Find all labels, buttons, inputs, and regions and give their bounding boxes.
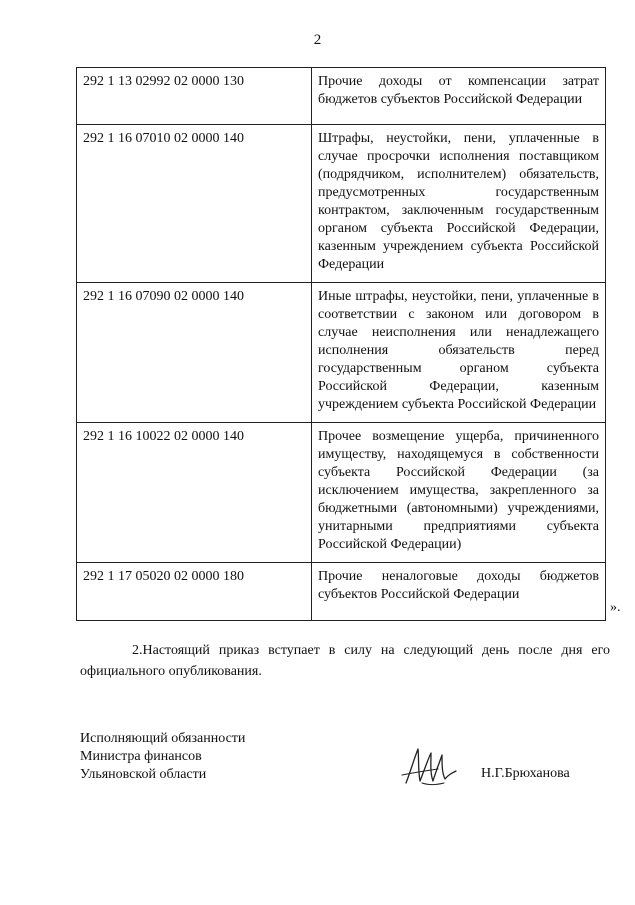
revenue-description-cell: Прочее возмещение ущерба, причиненного имуществу, находящемуся в собственности субъекта Российской Федерации (за исключением имущества, закрепленного за бюджетными (автономными) учреждениями, унитарными предприятиями субъекта Российской Федерации) xyxy=(312,423,606,563)
table-row xyxy=(77,283,606,423)
revenue-description-cell: Иные штрафы, неустойки, пени, уплаченные в соответствии с законом или договором в случае неисполнения или ненадлежащего исполнения обязательств перед государственным органом субъекта Российской Федерации, казенным учреждением субъекта Российской Федерации xyxy=(312,283,606,423)
revenue-description-cell: Штрафы, неустойки, пени, уплаченные в случае просрочки исполнения поставщиком (подрядчиком, исполнителем) обязательств, предусмотренных государственным контрактом, заключенным государственным органом субъекта Российской Федерации, казенным учреждением субъекта Российской Федерации xyxy=(312,125,606,283)
revenue-code-cell: 292 1 16 07010 02 0000 140 xyxy=(77,125,312,283)
revenue-code-cell: 292 1 17 05020 02 0000 180 xyxy=(77,563,312,621)
revenue-description-cell: Прочие доходы от компенсации затрат бюджетов субъектов Российской Федерации xyxy=(312,68,606,125)
handwritten-signature xyxy=(398,745,458,790)
signer-title-line-1: Исполняющий обязанности xyxy=(80,731,246,746)
revenue-codes-table xyxy=(76,67,606,621)
revenue-code-cell: 292 1 16 07090 02 0000 140 xyxy=(77,283,312,423)
table-row xyxy=(77,423,606,563)
closing-quote: ». xyxy=(610,600,621,615)
revenue-code-cell: 292 1 13 02992 02 0000 130 xyxy=(77,68,312,125)
revenue-code-cell: 292 1 16 10022 02 0000 140 xyxy=(77,423,312,563)
signer-title-line-2: Министра финансов xyxy=(80,749,202,764)
table-row xyxy=(77,68,606,125)
revenue-description-cell: Прочие неналоговые доходы бюджетов субъектов Российской Федерации xyxy=(312,563,606,621)
page-number: 2 xyxy=(313,32,322,48)
table-row xyxy=(77,563,606,621)
signer-title-line-3: Ульяновской области xyxy=(80,767,207,782)
table-row xyxy=(77,125,606,283)
signer-name: Н.Г.Брюханова xyxy=(481,766,570,781)
signer-title xyxy=(80,730,245,784)
effective-date-paragraph: 2.Настоящий приказ вступает в силу на следующий день после дня его официального опубликования. xyxy=(80,643,610,679)
